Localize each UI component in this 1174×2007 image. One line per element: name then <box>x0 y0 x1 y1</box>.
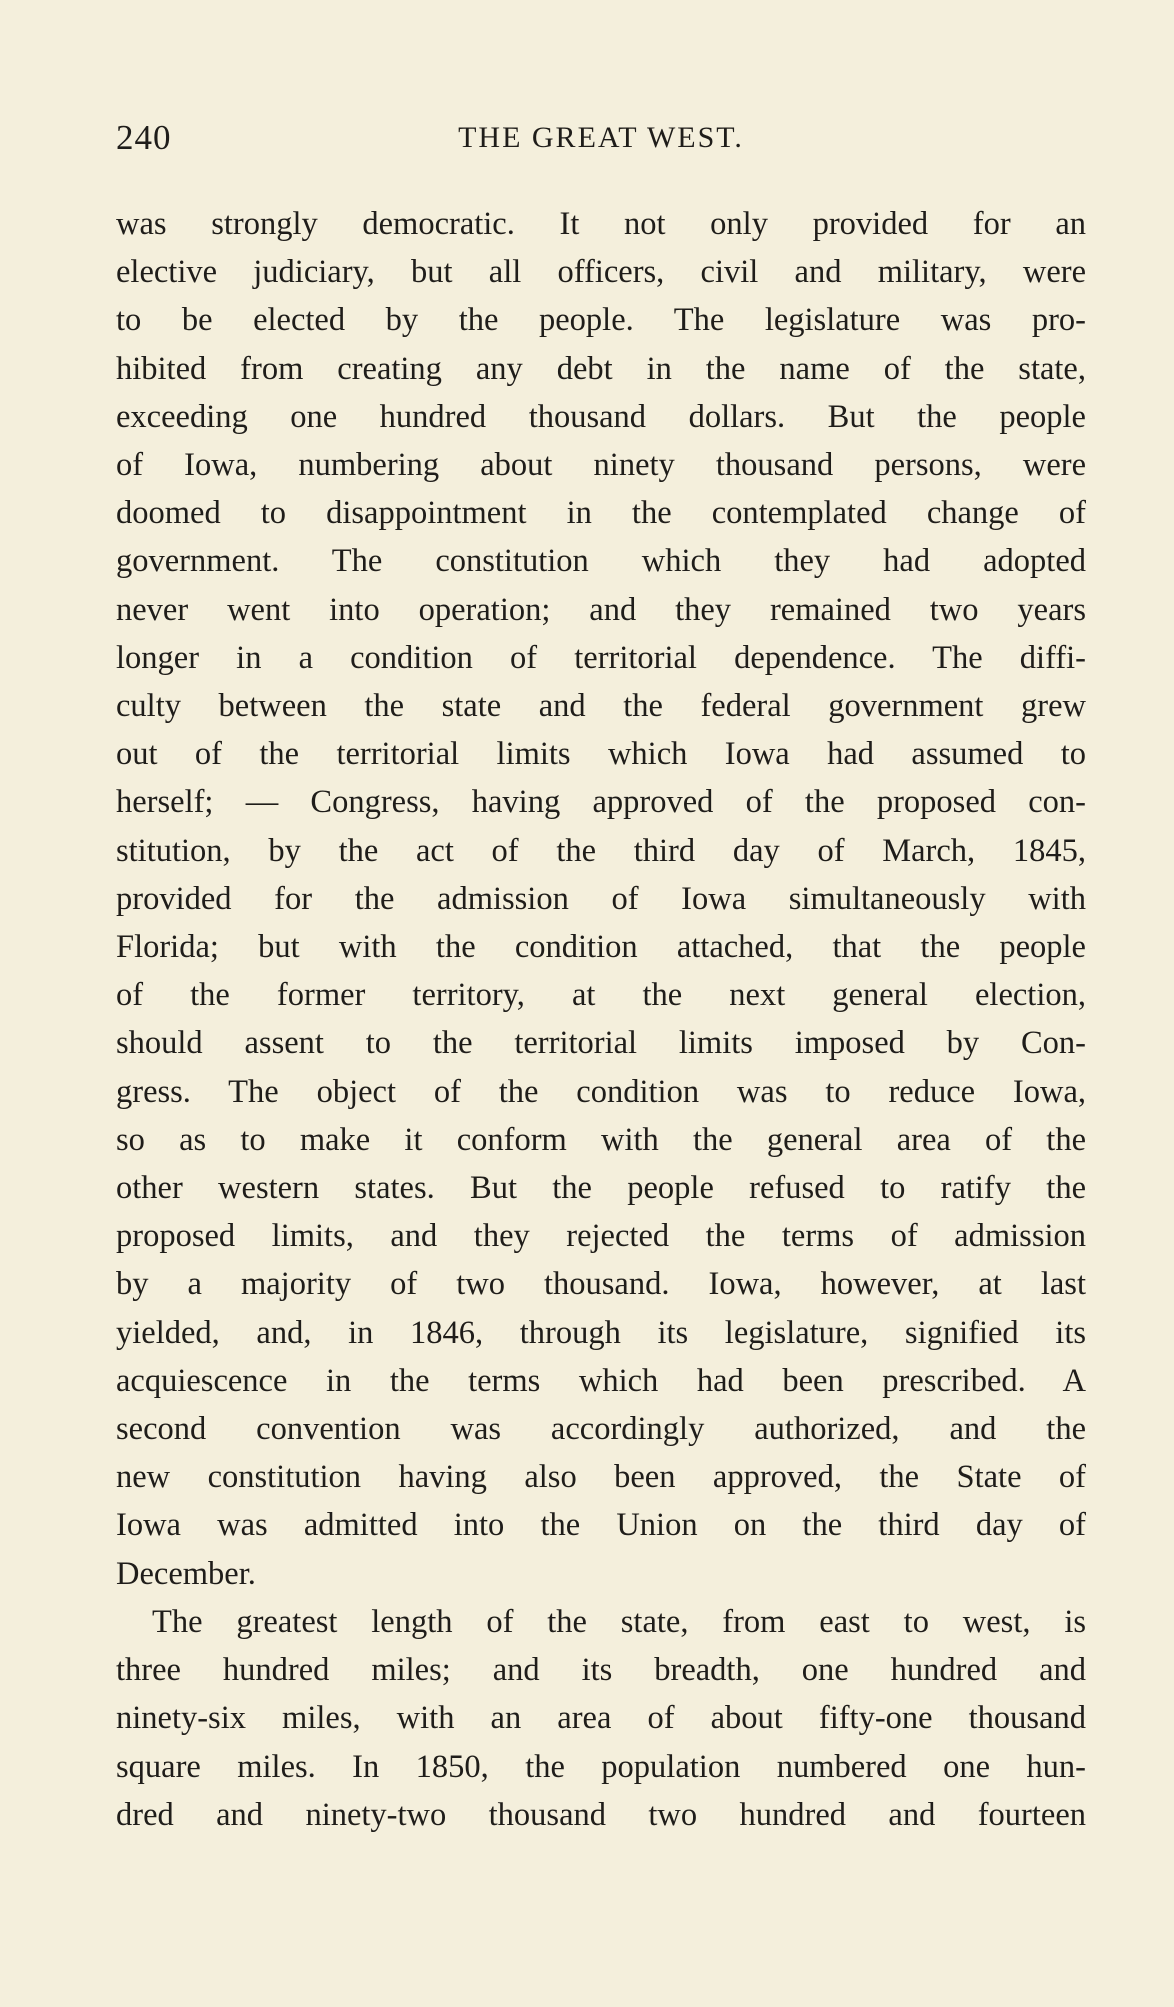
text-line: should assent to the territorial limits imposed by Con- <box>116 1025 1086 1062</box>
text-line: was strongly democratic. It not only provided for an <box>116 206 1086 242</box>
text-line: provided for the admission of Iowa simultaneously with <box>116 880 1086 917</box>
text-line: stitution, by the act of the third day of March, 1845, <box>116 832 1086 869</box>
text-line: out of the territorial limits which Iowa had assumed to <box>116 736 1086 773</box>
text-line: yielded, and, in 1846, through its legislature, signified its <box>116 1314 1086 1351</box>
running-head <box>116 118 1086 168</box>
page-number: 240 <box>116 118 172 157</box>
paragraph-end-line: December. <box>116 1555 256 1592</box>
text-line: square miles. In 1850, the population numbered one hun- <box>116 1748 1086 1785</box>
text-line: Iowa was admitted into the Union on the third day of <box>116 1507 1086 1544</box>
text-line: of Iowa, numbering about ninety thousand persons, were <box>116 447 1086 484</box>
text-line: second convention was accordingly authorized, and the <box>116 1411 1086 1448</box>
text-line: Florida; but with the condition attached, that the people <box>116 929 1086 966</box>
text-line: exceeding one hundred thousand dollars. But the people <box>116 398 1086 435</box>
text-line: hibited from creating any debt in the name of the state, <box>116 350 1086 387</box>
text-line: proposed limits, and they rejected the terms of admission <box>116 1218 1086 1255</box>
text-line: so as to make it conform with the general area of the <box>116 1121 1086 1158</box>
text-line: of the former territory, at the next general election, <box>116 977 1086 1014</box>
text-line: longer in a condition of territorial dependence. The diffi- <box>116 639 1086 676</box>
text-line: to be elected by the people. The legislature was pro- <box>116 302 1086 339</box>
text-line: three hundred miles; and its breadth, one hundred and <box>116 1652 1086 1689</box>
text-line: ninety-six miles, with an area of about fifty-one thousand <box>116 1700 1086 1737</box>
text-line: culty between the state and the federal government grew <box>116 688 1086 725</box>
text-line: elective judiciary, but all officers, civil and military, were <box>116 254 1086 291</box>
text-line: never went into operation; and they remained two years <box>116 591 1086 628</box>
body-text <box>116 200 1086 1839</box>
text-line: other western states. But the people refused to ratify the <box>116 1170 1086 1207</box>
text-line: gress. The object of the condition was to reduce Iowa, <box>116 1073 1086 1110</box>
text-line: government. The constitution which they had adopted <box>116 543 1086 580</box>
text-line: acquiescence in the terms which had been prescribed. A <box>116 1362 1086 1399</box>
paragraph-start-line: The greatest length of the state, from east to west, is <box>152 1603 1086 1640</box>
text-line: doomed to disappointment in the contemplated change of <box>116 495 1086 532</box>
text-line: dred and ninety-two thousand two hundred and fourteen <box>116 1796 1086 1833</box>
text-line: by a majority of two thousand. Iowa, however, at last <box>116 1266 1086 1303</box>
text-line: new constitution having also been approved, the State of <box>116 1459 1086 1496</box>
text-line: herself; — Congress, having approved of the proposed con- <box>116 784 1086 821</box>
running-title: THE GREAT WEST. <box>458 121 744 154</box>
